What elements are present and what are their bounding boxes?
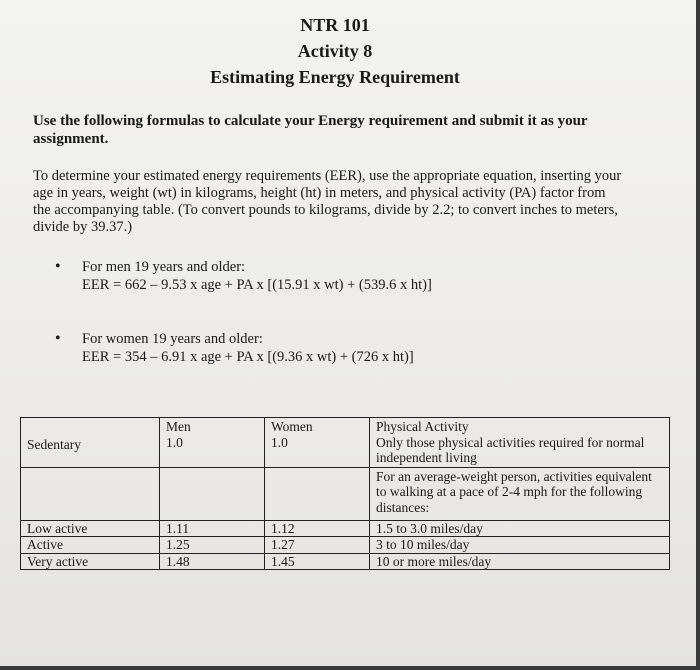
table-cell-men-values — [160, 520, 265, 570]
physical-activity-header: Physical Activity — [376, 419, 469, 434]
table-row — [21, 520, 670, 570]
women-very-active: 1.45 — [271, 553, 295, 569]
women-low-active: 1.12 — [265, 521, 369, 538]
distance-note: For an average-weight person, activities equivalent to walking at a pace of 2-4 mph for the following distances: — [376, 468, 652, 515]
women-formula: EER = 354 – 6.91 x age + PA x [(9.36 x wt) + (726 x ht)] — [82, 349, 414, 365]
women-label: For women 19 years and older: — [82, 331, 263, 347]
table-cell-women — [265, 418, 370, 468]
women-active: 1.27 — [265, 537, 369, 554]
table-cell-description — [370, 418, 670, 468]
table-cell-empty — [265, 467, 370, 520]
table-cell-distances — [370, 520, 670, 570]
level-low-active: Low active — [21, 521, 159, 538]
table-cell-empty — [160, 467, 265, 520]
distance-low-active: 1.5 to 3.0 miles/day — [370, 521, 669, 538]
sedentary-men-value: 1.0 — [166, 434, 183, 450]
table-cell-note — [370, 467, 670, 520]
course-code: NTR 101 — [300, 15, 370, 35]
table-row — [21, 467, 670, 520]
table-cell-men — [160, 418, 265, 468]
table-cell-women-values — [265, 520, 370, 570]
distance-active: 3 to 10 miles/day — [370, 537, 669, 554]
physical-activity-table — [20, 417, 670, 570]
sedentary-description: Only those physical activities required for normal independent living — [376, 434, 645, 465]
activity-number: Activity 8 — [297, 41, 373, 61]
level-very-active: Very active — [27, 553, 89, 569]
bullet-dot-icon: • — [55, 330, 61, 347]
men-formula: EER = 662 – 9.53 x age + PA x [(15.91 x wt) + (539.6 x ht)] — [82, 277, 432, 293]
table-cell-level — [21, 418, 160, 468]
men-low-active: 1.11 — [160, 521, 264, 538]
table-cell-levels — [21, 520, 160, 570]
men-active: 1.25 — [160, 537, 264, 554]
women-header: Women — [271, 419, 313, 434]
table-row — [21, 418, 670, 468]
sedentary-women-value: 1.0 — [271, 434, 288, 450]
description-paragraph: To determine your estimated energy requirements (EER), use the appropriate equation, inserting your age in years, weight (wt) in kilograms, height (ht) in meters, and physical activity (PA) factor from the accompanying table. (To convert pounds to kilograms, divide by 2.2; to convert inches to meters, divide by 39.37.) — [33, 168, 622, 235]
distance-very-active: 10 or more miles/day — [376, 553, 492, 569]
sedentary-label: Sedentary — [27, 437, 81, 452]
bullet-dot-icon: • — [55, 258, 61, 275]
document-title: Estimating Energy Requirement — [210, 67, 460, 87]
men-label: For men 19 years and older: — [82, 259, 246, 275]
level-active: Active — [21, 537, 159, 554]
men-header: Men — [166, 419, 191, 434]
men-very-active: 1.48 — [166, 553, 190, 569]
table-cell-empty — [21, 467, 160, 520]
instructions: Use the following formulas to calculate your Energy requirement and submit it as your assignment. — [33, 113, 588, 147]
